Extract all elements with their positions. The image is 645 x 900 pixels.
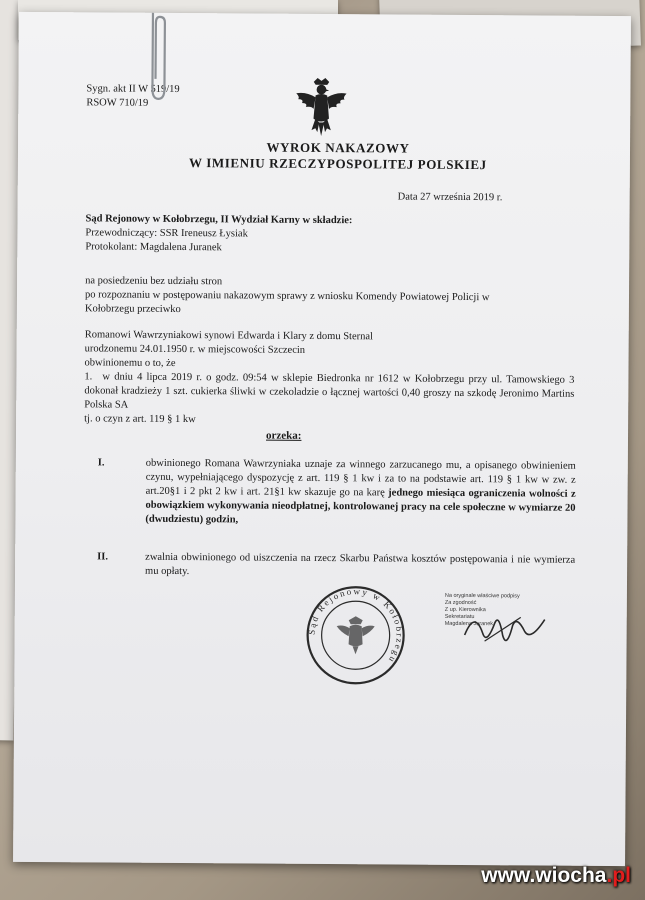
svg-text:Sąd Rejonowy w Kołobrzegu: Sąd Rejonowy w Kołobrzegu [306,586,405,666]
charge-article: tj. o czyn z art. 119 § 1 kw [84,413,196,426]
court-composition [85,212,565,257]
title-line-verdict: WYROK NAKAZOWY [266,139,410,156]
site-watermark [481,864,631,888]
section-body [145,457,575,530]
charge-description [84,370,574,429]
session-line-2: po rozpoznaniu w postępowaniu nakazowym sprawy z wniosku Komendy Powiatowej Policji w [84,289,490,304]
section-text: zwalnia obwinionego od uiszczenia na rzecz Skarbu Państwa kosztów postępowania i nie wymierza mu opłaty. [145,551,576,578]
watermark-tld: .pl [606,864,631,887]
section-numeral: II. [97,551,109,563]
section-text: obwinionego Romana Wawrzyniaka uznaje za winnego zarzucanego mu, a opisanego obwinieniem czynu, wypełniającego dyspozycję z art. 119 § 1 kw i za to na podstawie art. 119 § 1 kw w zw. z art.20§1 i 2 pkt 2 kw i art. 21§1 kw skazuje go na karę [145,457,576,499]
case-number: Sygn. akt II W 519/19 [86,83,180,95]
session-line-3: Kołobrzegu przeciwko [84,303,181,316]
verdict-section-2 [83,550,576,578]
document-date: Data 27 września 2019 r. [397,191,503,204]
section-penalty: jednego miesiąca ograniczenia wolności z obowiązkiem wykonywania nieodpłatnej, kontrolowanej pracy na cele społeczne w wymiarze 20 (dwudziestu) godzin, [145,487,576,526]
verdict-section-1 [84,456,576,526]
session-info [85,274,575,319]
court-name: Sąd Rejonowy w Kołobrzegu, II Wydział Karny w składzie: [85,213,353,227]
charge-number: 1. [84,371,93,383]
handwritten-signature-icon [454,605,554,656]
defendant-name: Romanowi Wawrzyniakowi synowi Edwarda i Klary z domu Sternal [84,329,373,343]
defendant-birth: urodzonemu 24.01.1950 r. w miejscowości Szczecin [84,343,306,356]
polish-eagle-emblem-icon [292,76,350,140]
title-line-republic: W IMIENIU RZECZYPOSPOLITEJ POLSKIEJ [188,155,487,173]
document-title [138,139,538,174]
signature-note-line: Za zgodność [444,599,477,607]
presiding-judge: Przewodniczący: SSR Ireneusz Łysiak [85,227,248,240]
section-body [145,551,575,582]
rsow-number: RSOW 710/19 [86,97,149,109]
signature-note-line: Z up. Kierownika [444,606,486,614]
signature-note-line: Sekretariatu [444,613,475,621]
defendant-info [84,328,574,373]
watermark-domain: www.wiocha [481,864,607,887]
charge-paragraph [84,370,574,415]
signature-note-line: Magdalena Juranek [444,620,494,628]
session-line-1: na posiedzeniu bez udziału stron [85,275,223,288]
court-clerk: Protokolant: Magdalena Juranek [85,241,222,254]
court-seal-stamp-icon [304,584,407,687]
signature-note-line: Na oryginale właściwe podpisy [444,592,520,600]
verdict-heading: orzeka: [265,429,302,442]
charge-text: w dniu 4 lipca 2019 r. o godz. 09:54 w sklepie Biedronka nr 1612 w Kołobrzegu przy ul. Tamowskiego 3 dokonał kradzieży 1 szt. cukierka śliwki w czekoladzie o łącznej wartości 0,40 groszy na szkodę Jeronimo Martins Polska SA [84,371,575,411]
defendant-accused-intro: obwinionemu o to, że [84,357,176,369]
section-numeral: I. [97,457,105,469]
paperclip-icon [146,9,171,104]
court-document [13,12,631,866]
